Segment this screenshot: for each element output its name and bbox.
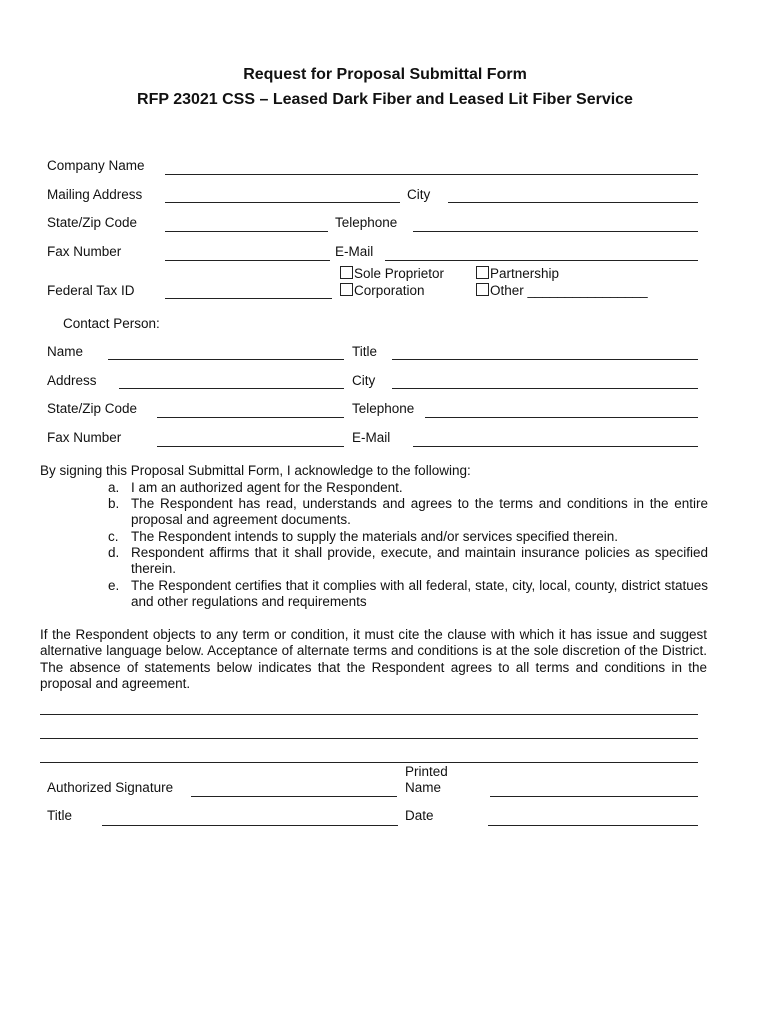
acknowledgement-item bbox=[108, 529, 708, 545]
contact-address-field[interactable] bbox=[119, 388, 344, 389]
item-text: Respondent affirms that it shall provide, execute, and maintain insurance policies as specified therein. bbox=[131, 545, 708, 577]
email-label: E-Mail bbox=[335, 244, 374, 259]
item-text: The Respondent intends to supply the materials and/or services specified therein. bbox=[131, 529, 619, 544]
city-label: City bbox=[407, 187, 431, 202]
date-label: Date bbox=[405, 808, 434, 823]
printed-name-field[interactable] bbox=[490, 796, 698, 797]
corporation-option[interactable] bbox=[340, 283, 425, 298]
state-zip-label: State/Zip Code bbox=[47, 215, 138, 230]
signer-title-label: Title bbox=[47, 808, 73, 823]
acknowledgement-item bbox=[108, 578, 708, 611]
contact-name-label: Name bbox=[47, 344, 84, 359]
fax-number-field[interactable] bbox=[165, 260, 330, 261]
objection-line-2[interactable] bbox=[40, 738, 698, 739]
objection-line-1[interactable] bbox=[40, 714, 698, 715]
item-marker: e. bbox=[108, 578, 120, 593]
acknowledgement-item bbox=[108, 496, 708, 529]
item-text: I am an authorized agent for the Respondent. bbox=[131, 480, 403, 495]
state-zip-field[interactable] bbox=[165, 231, 328, 232]
contact-state-zip-field[interactable] bbox=[157, 417, 344, 418]
acknowledgement-item bbox=[108, 480, 708, 496]
mailing-address-field[interactable] bbox=[165, 202, 400, 203]
acknowledgement-intro: By signing this Proposal Submittal Form, I acknowledge to the following: bbox=[40, 463, 471, 478]
item-text: The Respondent has read, understands and agrees to the terms and conditions in the entire proposal and agreement documents. bbox=[131, 496, 708, 528]
corporation-label: Corporation bbox=[354, 283, 425, 298]
fax-number-label: Fax Number bbox=[47, 244, 122, 259]
authorized-signature-field[interactable] bbox=[191, 796, 397, 797]
contact-title-label: Title bbox=[352, 344, 378, 359]
contact-email-label: E-Mail bbox=[352, 430, 391, 445]
item-marker: b. bbox=[108, 496, 120, 511]
other-option[interactable] bbox=[476, 283, 648, 298]
contact-telephone-label: Telephone bbox=[352, 401, 415, 416]
telephone-field[interactable] bbox=[413, 231, 698, 232]
contact-address-label: Address bbox=[47, 373, 97, 388]
contact-email-field[interactable] bbox=[413, 446, 698, 447]
sole-proprietor-option[interactable] bbox=[340, 266, 444, 281]
contact-state-zip-label: State/Zip Code bbox=[47, 401, 138, 416]
objection-line-3[interactable] bbox=[40, 762, 698, 763]
date-field[interactable] bbox=[488, 825, 698, 826]
form-subtitle: RFP 23021 CSS – Leased Dark Fiber and Leased Lit Fiber Service bbox=[137, 91, 633, 108]
email-field[interactable] bbox=[385, 260, 698, 261]
federal-tax-id-label: Federal Tax ID bbox=[47, 283, 135, 298]
contact-city-field[interactable] bbox=[392, 388, 698, 389]
contact-fax-label: Fax Number bbox=[47, 430, 122, 445]
partnership-checkbox[interactable] bbox=[476, 266, 489, 279]
sole-proprietor-label: Sole Proprietor bbox=[354, 266, 445, 281]
sole-proprietor-checkbox[interactable] bbox=[340, 266, 353, 279]
contact-name-field[interactable] bbox=[108, 359, 344, 360]
mailing-address-label: Mailing Address bbox=[47, 187, 143, 202]
item-text: The Respondent certifies that it complies with all federal, state, city, local, county, district statues and other regulations and requirements bbox=[131, 578, 708, 610]
contact-city-label: City bbox=[352, 373, 376, 388]
telephone-label: Telephone bbox=[335, 215, 398, 230]
other-checkbox[interactable] bbox=[476, 283, 489, 296]
corporation-checkbox[interactable] bbox=[340, 283, 353, 296]
federal-tax-id-field[interactable] bbox=[165, 298, 332, 299]
item-marker: a. bbox=[108, 480, 120, 495]
other-label: Other ________________ bbox=[490, 283, 648, 298]
contact-fax-field[interactable] bbox=[157, 446, 344, 447]
printed-name-label: Name bbox=[405, 780, 442, 795]
company-name-label: Company Name bbox=[47, 158, 145, 173]
contact-title-field[interactable] bbox=[392, 359, 698, 360]
partnership-label: Partnership bbox=[490, 266, 560, 281]
company-name-field[interactable] bbox=[165, 174, 698, 175]
authorized-signature-label: Authorized Signature bbox=[47, 780, 174, 795]
form-title: Request for Proposal Submittal Form bbox=[243, 66, 527, 83]
item-marker: c. bbox=[108, 529, 119, 544]
contact-telephone-field[interactable] bbox=[425, 417, 698, 418]
contact-person-heading: Contact Person: bbox=[63, 316, 160, 331]
partnership-option[interactable] bbox=[476, 266, 559, 281]
city-field[interactable] bbox=[448, 202, 698, 203]
objection-paragraph: If the Respondent objects to any term or condition, it must cite the clause with which it has issue and suggest alternative language below. Acceptance of alternate terms and conditions is at the sole discretion of the District. The absence of statements below indicates that the Respondent agrees to all terms and conditions in the proposal and agreement. bbox=[40, 627, 707, 691]
acknowledgement-item bbox=[108, 545, 708, 578]
signer-title-field[interactable] bbox=[102, 825, 398, 826]
item-marker: d. bbox=[108, 545, 120, 560]
printed-label: Printed bbox=[405, 764, 448, 779]
